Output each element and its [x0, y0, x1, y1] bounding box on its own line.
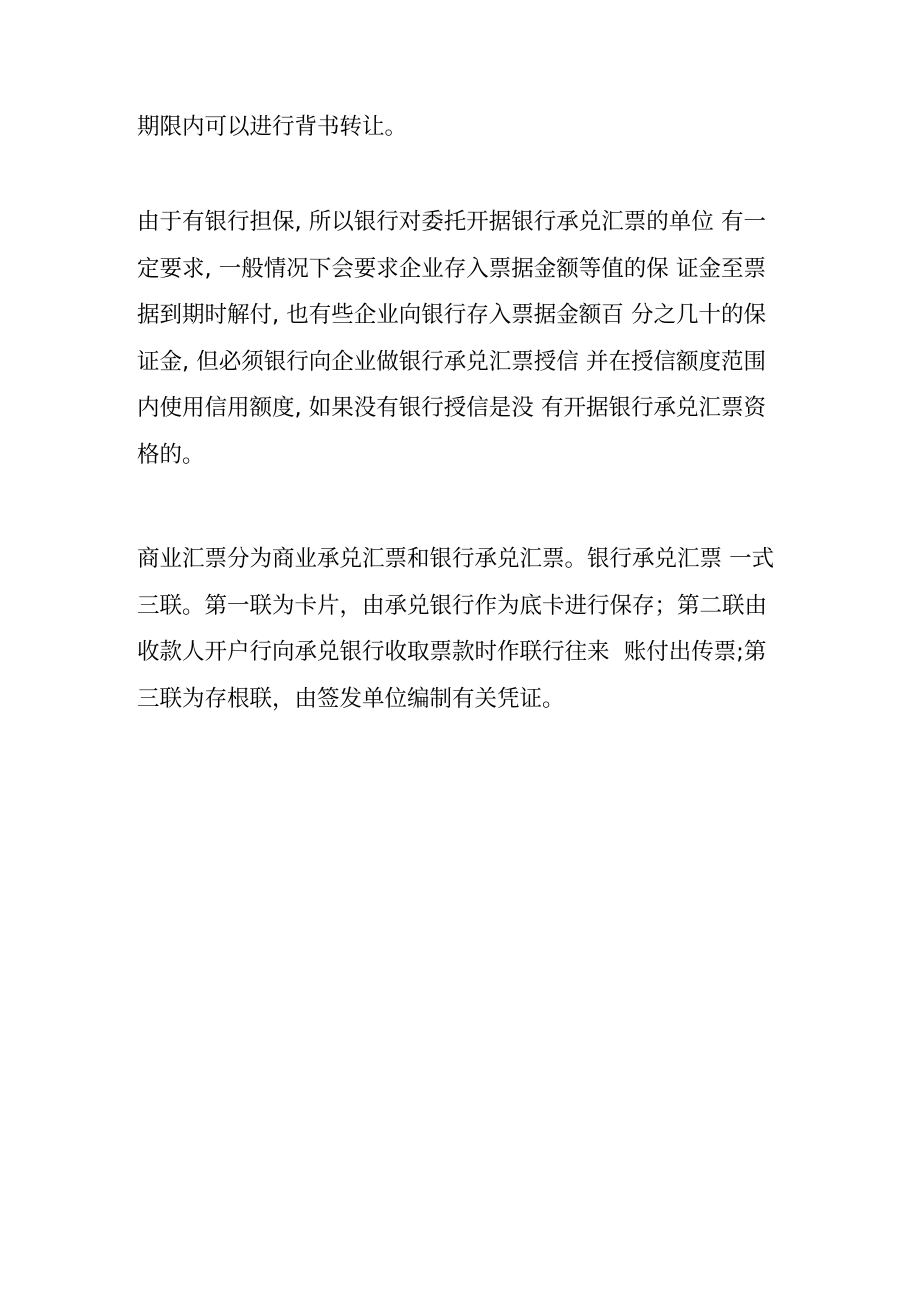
text-line: 定要求, 一般情况下会要求企业存入票据金额等值的保 证金至票: [137, 255, 766, 282]
text-line: 收款人开户行向承兑银行收取票款时作联行往来 账付出传票;第: [137, 639, 767, 665]
text-line: 据到期时解付, 也有些企业向银行存入票据金额百 分之几十的保: [137, 302, 766, 328]
text-line: 商业汇票分为商业承兑汇票和银行承兑汇票。银行承兑汇票 一式: [137, 546, 775, 572]
text-line: 三联为存根联，由签发单位编制有关凭证。: [137, 685, 565, 712]
text-line: 格的。: [137, 441, 205, 468]
text-line: 三联。第一联为卡片，由承兑银行作为底卡进行保存；第二联由: [137, 592, 768, 619]
text-line: 期限内可以进行背书转让。: [137, 114, 408, 140]
paragraph-endorsement: [137, 104, 797, 151]
text-line: 内使用信用额度, 如果没有银行授信是没 有开据银行承兑汇票资: [137, 395, 766, 421]
text-line: 证金, 但必须银行向企业做银行承兑汇票授信 并在授信额度范围: [137, 348, 766, 375]
paragraph-bill-types: [137, 536, 797, 722]
paragraph-bank-guarantee: [137, 199, 797, 478]
text-line: 由于有银行担保, 所以银行对委托开据银行承兑汇票的单位 有一: [137, 209, 766, 235]
